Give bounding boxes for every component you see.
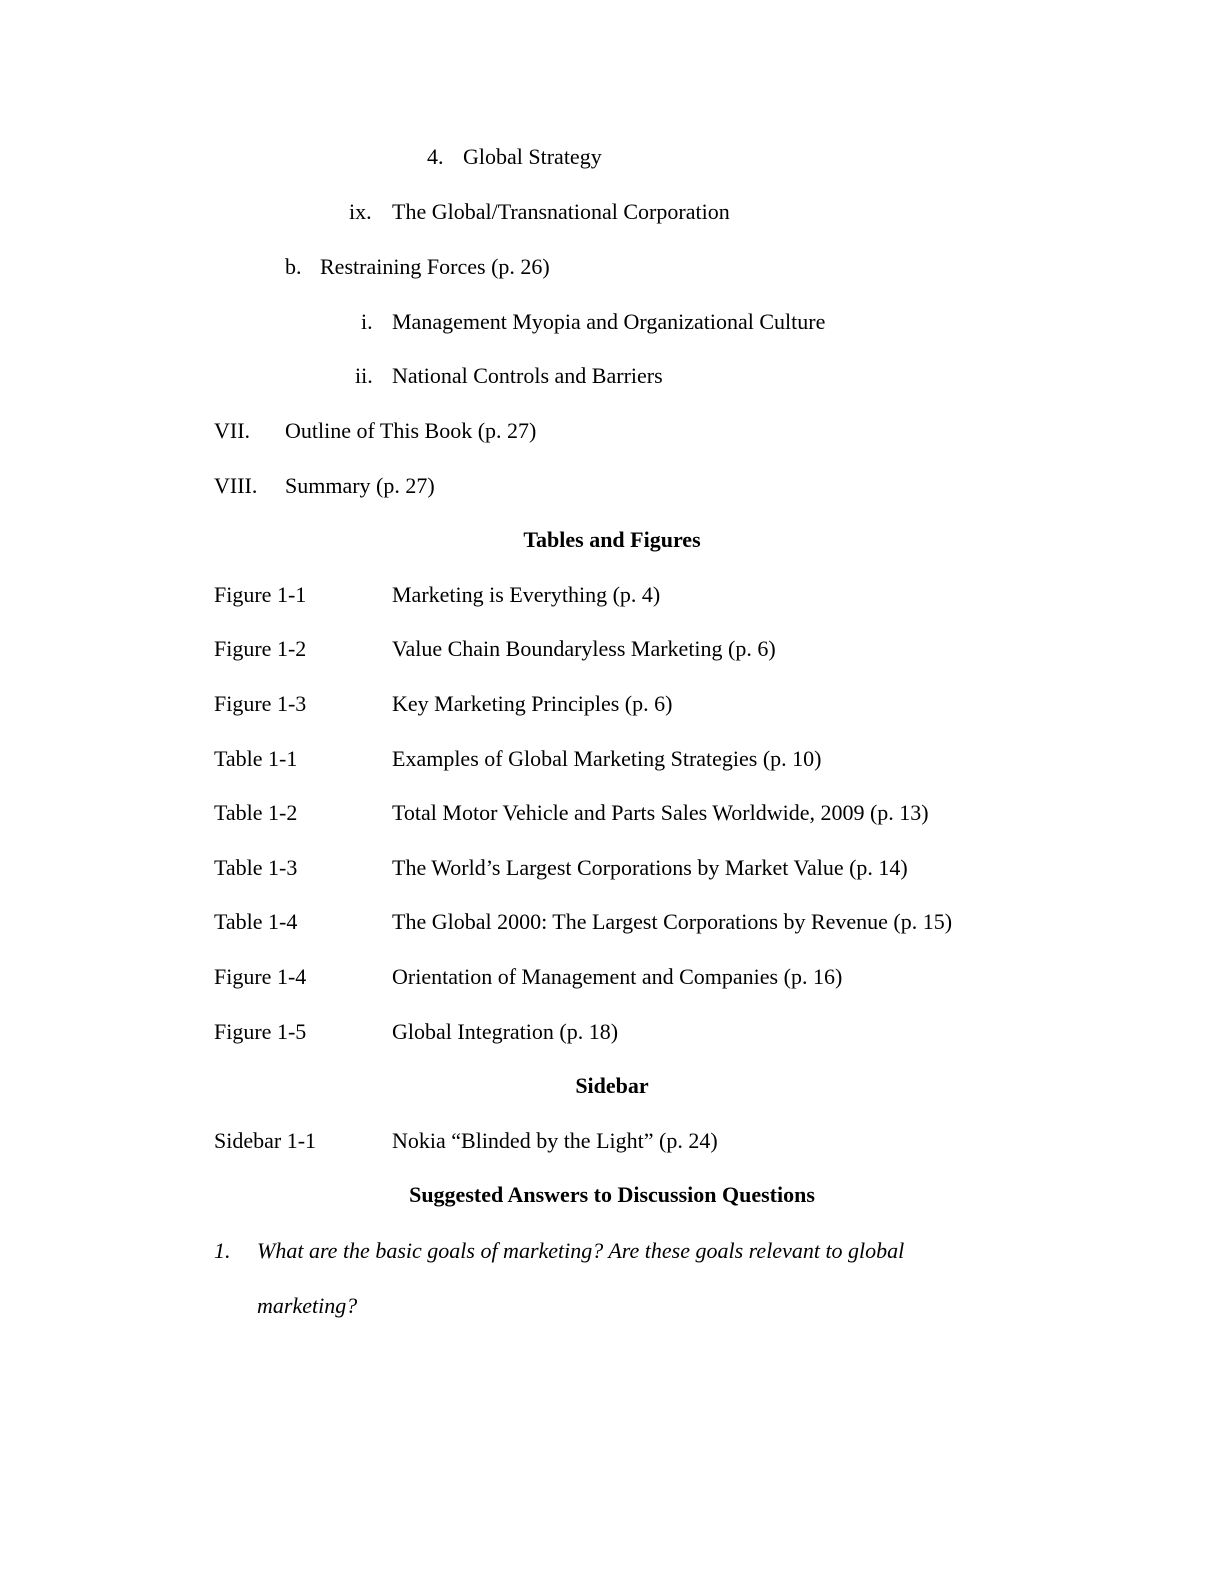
outline-marker: ix. — [349, 199, 372, 224]
outline-text: Summary (p. 27) — [285, 473, 435, 498]
question-number: 1. — [214, 1238, 231, 1263]
item-title: Nokia “Blinded by the Light” (p. 24) — [392, 1128, 718, 1153]
item-title: Total Motor Vehicle and Parts Sales Worldwide, 2009 (p. 13) — [392, 800, 929, 825]
question-text-line-1: What are the basic goals of marketing? Are these goals relevant to global — [257, 1238, 905, 1263]
item-label: Figure 1-2 — [214, 636, 307, 661]
outline-marker: VIII. — [214, 473, 258, 498]
outline-text: Outline of This Book (p. 27) — [285, 418, 537, 443]
outline-marker: i. — [361, 309, 373, 334]
outline-marker: VII. — [214, 418, 251, 443]
item-label: Table 1-3 — [214, 855, 298, 880]
item-title: Global Integration (p. 18) — [392, 1019, 619, 1044]
item-label: Table 1-1 — [214, 746, 298, 771]
question-text-line-2: marketing? — [257, 1293, 358, 1318]
item-label: Figure 1-3 — [214, 691, 307, 716]
outline-text: Restraining Forces (p. 26) — [320, 254, 550, 279]
section-heading-sidebar: Sidebar — [575, 1073, 649, 1098]
item-title: The Global 2000: The Largest Corporations by Revenue (p. 15) — [392, 909, 953, 934]
item-label: Sidebar 1-1 — [214, 1128, 317, 1153]
item-title: Orientation of Management and Companies (p. 16) — [392, 964, 843, 989]
item-label: Table 1-4 — [214, 909, 298, 934]
item-title: Value Chain Boundaryless Marketing (p. 6) — [392, 636, 776, 661]
outline-text: Management Myopia and Organizational Culture — [392, 309, 826, 334]
outline-marker: b. — [285, 254, 302, 279]
outline-text: The Global/Transnational Corporation — [392, 199, 730, 224]
outline-text: Global Strategy — [463, 144, 602, 169]
item-title: Key Marketing Principles (p. 6) — [392, 691, 673, 716]
item-label: Figure 1-1 — [214, 582, 307, 607]
outline-marker: ii. — [355, 363, 373, 388]
section-heading-tables-figures: Tables and Figures — [523, 527, 701, 552]
section-heading-discussion: Suggested Answers to Discussion Questions — [409, 1182, 815, 1207]
item-title: Examples of Global Marketing Strategies (p. 10) — [392, 746, 822, 771]
item-label: Table 1-2 — [214, 800, 298, 825]
item-label: Figure 1-5 — [214, 1019, 307, 1044]
item-title: Marketing is Everything (p. 4) — [392, 582, 661, 607]
item-title: The World’s Largest Corporations by Market Value (p. 14) — [392, 855, 908, 880]
outline-marker: 4. — [427, 144, 444, 169]
outline-text: National Controls and Barriers — [392, 363, 663, 388]
item-label: Figure 1-4 — [214, 964, 307, 989]
